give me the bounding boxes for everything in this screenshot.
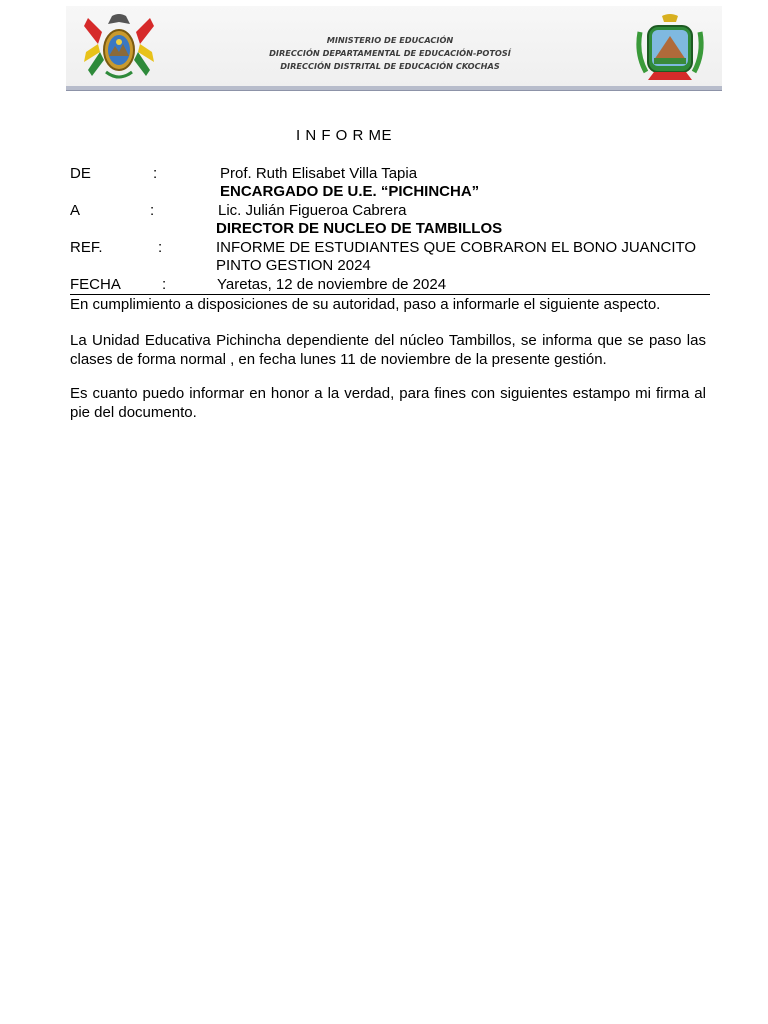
ref-label: REF.: [70, 239, 103, 256]
departmental-directorate: DIRECCIÓN DEPARTAMENTAL DE EDUCACIÓN-POTOSÍ: [269, 48, 511, 58]
a-role: DIRECTOR DE NUCLEO DE TAMBILLOS: [216, 220, 503, 237]
a-value: Lic. Julián Figueroa Cabrera: [218, 202, 407, 219]
flags-right: [134, 18, 154, 76]
paragraph-intro: En cumplimiento a disposiciones de su autoridad, paso a informarle el siguiente aspecto.: [70, 296, 661, 313]
paragraph-report: La Unidad Educativa Pichincha dependiente del núcleo Tambillos, se informa que se paso las clases de forma normal , en fecha lunes 11 de noviembre de la presente gestión.: [70, 332, 706, 368]
letterhead-text: [250, 34, 530, 73]
crown-icon: [662, 14, 678, 22]
de-colon: :: [153, 165, 158, 182]
de-value: Prof. Ruth Elisabet Villa Tapia: [220, 165, 418, 182]
ref-value-line2: PINTO GESTION 2024: [216, 257, 371, 274]
paragraph-closing: Es cuanto puedo informar en honor a la verdad, para fines con siguientes estampo mi firma al pie del documento.: [70, 385, 706, 421]
ref-value-line1: INFORME DE ESTUDIANTES QUE COBRARON EL BONO JUANCITO: [216, 239, 697, 256]
ref-colon: :: [158, 239, 163, 256]
a-label: A: [70, 202, 81, 219]
a-colon: :: [150, 202, 155, 219]
potosi-coat-of-arms-logo: [632, 10, 708, 84]
bolivia-coat-of-arms-logo: [82, 12, 156, 84]
de-label: DE: [70, 165, 91, 182]
ministry-name: MINISTERIO DE EDUCACIÓN: [326, 35, 454, 45]
header-divider: [70, 294, 710, 295]
fecha-label: FECHA: [70, 276, 121, 293]
fecha-colon: :: [162, 276, 167, 293]
flags-left: [84, 18, 104, 76]
condor-icon: [108, 14, 130, 24]
letterhead-rule: [66, 86, 722, 91]
fecha-value: Yaretas, 12 de noviembre de 2024: [217, 276, 447, 293]
de-role: ENCARGADO DE U.E. “PICHINCHA”: [220, 183, 480, 200]
district-directorate: DIRECCIÓN DISTRITAL DE EDUCACIÓN CKOCHAS: [280, 61, 500, 71]
document-title: I N F O R ME: [296, 127, 392, 144]
